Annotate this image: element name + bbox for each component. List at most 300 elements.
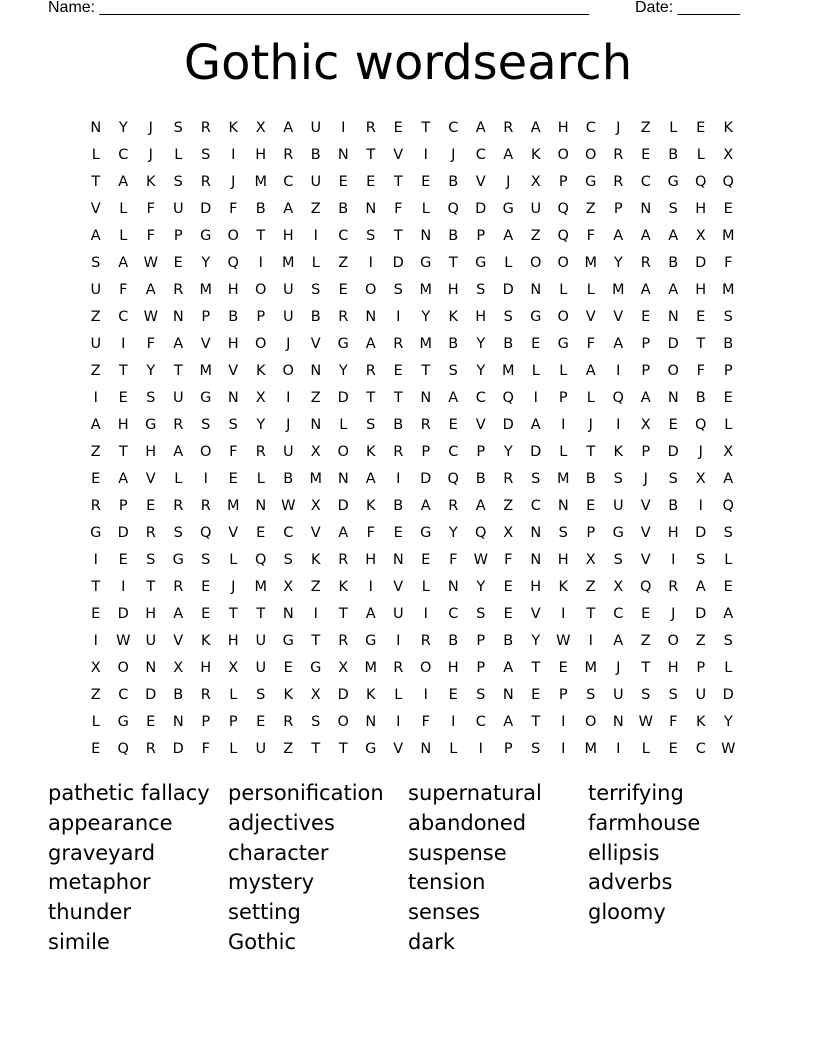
grid-letter: G (310, 659, 322, 676)
grid-letter: H (475, 308, 487, 325)
grid-letter: M (199, 362, 212, 379)
grid-letter: I (93, 389, 98, 406)
grid-letter: E (668, 740, 678, 757)
grid-letter: S (173, 119, 183, 136)
word-bank-column (228, 779, 408, 958)
grid-letter: I (561, 740, 566, 757)
grid-letter: S (723, 308, 733, 325)
grid-letter: O (585, 146, 597, 163)
grid-letter: F (201, 740, 210, 757)
grid-letter: S (613, 551, 623, 568)
word-bank-item: abandoned (408, 810, 527, 835)
grid-letter: J (616, 119, 621, 136)
grid-letter: E (531, 335, 541, 352)
grid-letter: I (616, 362, 621, 379)
grid-letter: Y (476, 578, 486, 595)
grid-letter: A (283, 200, 294, 217)
grid-letter: E (393, 362, 403, 379)
grid-letter: R (173, 578, 184, 595)
grid-letter: D (337, 497, 349, 514)
grid-letter: D (502, 416, 514, 433)
grid-letter: X (503, 524, 514, 541)
grid-letter: B (448, 227, 459, 244)
grid-letter: X (228, 659, 239, 676)
grid-letter: C (118, 146, 129, 163)
grid-letter: B (585, 470, 596, 487)
grid-letter: R (200, 686, 211, 703)
grid-letter: J (231, 578, 236, 595)
grid-letter: M (254, 173, 267, 190)
grid-letter: N (530, 551, 542, 568)
grid-letter: C (475, 146, 486, 163)
grid-letter: T (118, 443, 128, 460)
grid-letter: G (145, 416, 157, 433)
grid-letter: G (475, 254, 487, 271)
grid-letter: A (723, 605, 734, 622)
grid-letter: O (585, 713, 597, 730)
grid-letter: N (667, 389, 679, 406)
grid-letter: U (310, 119, 322, 136)
grid-letter: G (200, 389, 212, 406)
grid-letter: M (419, 335, 432, 352)
grid-letter: N (420, 740, 432, 757)
grid-letter: U (310, 173, 322, 190)
grid-letter: C (448, 443, 459, 460)
grid-letter: D (337, 389, 349, 406)
grid-letter: H (447, 659, 459, 676)
grid-letter: D (695, 605, 707, 622)
grid-letter: I (258, 254, 263, 271)
grid-row (82, 600, 742, 627)
grid-letter: E (146, 713, 156, 730)
grid-letter: X (255, 389, 266, 406)
grid-letter: A (640, 389, 651, 406)
grid-letter: P (586, 524, 596, 541)
grid-letter: M (556, 470, 570, 487)
grid-letter: A (503, 227, 514, 244)
grid-letter: T (311, 632, 321, 649)
grid-letter: E (283, 659, 293, 676)
grid-letter: L (724, 551, 733, 568)
grid-letter: Y (531, 632, 541, 649)
grid-letter: Y (201, 254, 211, 271)
grid-letter: O (282, 362, 294, 379)
grid-letter: Q (227, 254, 239, 271)
grid-letter: Q (722, 497, 734, 514)
grid-letter: G (365, 740, 377, 757)
grid-letter: Z (640, 632, 651, 649)
grid-letter: B (255, 200, 266, 217)
name-blank: _______________________________________________________ (99, 0, 589, 16)
grid-letter: F (586, 335, 595, 352)
grid-letter: I (368, 578, 373, 595)
grid-letter: G (530, 308, 542, 325)
page-title: Gothic wordsearch (183, 35, 633, 91)
grid-letter: E (641, 605, 651, 622)
grid-letter: F (394, 200, 403, 217)
grid-letter: M (584, 659, 597, 676)
grid-letter: K (365, 497, 376, 514)
grid-letter: I (423, 686, 428, 703)
grid-letter: A (365, 335, 376, 352)
grid-letter: D (667, 443, 679, 460)
word-bank-item: personification (228, 781, 384, 805)
grid-letter: C (640, 173, 651, 190)
grid-row (82, 276, 742, 303)
grid-letter: X (585, 551, 596, 568)
grid-letter: M (364, 659, 377, 676)
grid-letter: P (613, 200, 623, 217)
grid-letter: G (420, 524, 432, 541)
grid-letter: Y (503, 443, 513, 460)
grid-letter: Y (723, 713, 733, 730)
word-bank-item: metaphor (48, 870, 151, 895)
grid-letter: C (475, 389, 486, 406)
grid-letter: E (448, 686, 458, 703)
grid-letter: L (229, 740, 238, 757)
grid-letter: Z (90, 443, 101, 460)
grid-letter: C (283, 173, 294, 190)
grid-letter: T (641, 659, 651, 676)
grid-letter: N (502, 686, 514, 703)
grid-letter: X (310, 497, 321, 514)
grid-letter: A (613, 632, 624, 649)
grid-letter: E (366, 173, 376, 190)
grid-letter: G (365, 632, 377, 649)
grid-letter: B (448, 173, 459, 190)
grid-letter: M (501, 362, 515, 379)
grid-letter: R (173, 497, 184, 514)
grid-letter: V (393, 146, 404, 163)
grid-letter: B (310, 146, 321, 163)
grid-letter: L (91, 146, 100, 163)
grid-letter: R (393, 443, 404, 460)
grid-letter: F (421, 713, 430, 730)
grid-letter: E (558, 659, 568, 676)
grid-letter: S (366, 227, 376, 244)
grid-letter: A (503, 146, 514, 163)
grid-letter: I (451, 713, 456, 730)
grid-letter: H (227, 281, 239, 298)
grid-letter: E (503, 578, 513, 595)
grid-letter: N (310, 362, 322, 379)
grid-letter: B (668, 254, 679, 271)
grid-letter: H (667, 524, 679, 541)
grid-letter: E (696, 308, 706, 325)
grid-letter: E (256, 524, 266, 541)
grid-letter: Q (640, 578, 652, 595)
grid-letter: S (228, 416, 238, 433)
grid-letter: E (641, 146, 651, 163)
grid-letter: S (558, 524, 568, 541)
grid-letter: A (118, 254, 129, 271)
grid-letter: N (145, 659, 157, 676)
grid-letter: Z (283, 740, 294, 757)
grid-row (82, 654, 742, 681)
grid-letter: J (643, 470, 648, 487)
grid-letter: E (91, 740, 101, 757)
grid-letter: B (695, 389, 706, 406)
grid-letter: K (145, 173, 156, 190)
grid-letter: J (451, 146, 456, 163)
grid-letter: H (282, 227, 294, 244)
grid-letter: U (282, 281, 294, 298)
grid-letter: L (559, 443, 568, 460)
grid-letter: J (286, 416, 291, 433)
grid-letter: J (616, 659, 621, 676)
grid-letter: X (613, 578, 624, 595)
grid-letter: H (530, 578, 542, 595)
grid-letter: R (338, 551, 349, 568)
grid-row (82, 708, 742, 735)
grid-letter: M (226, 497, 240, 514)
grid-letter: A (640, 281, 651, 298)
grid-letter: C (448, 605, 459, 622)
grid-letter: S (668, 470, 678, 487)
grid-letter: U (255, 659, 267, 676)
grid-letter: O (530, 254, 542, 271)
grid-letter: T (91, 578, 101, 595)
grid-letter: H (117, 416, 129, 433)
grid-letter: L (174, 470, 183, 487)
grid-letter: I (561, 605, 566, 622)
grid-letter: H (447, 281, 459, 298)
grid-letter: Q (695, 173, 707, 190)
grid-letter: Q (117, 740, 129, 757)
grid-letter: Q (447, 470, 459, 487)
grid-row (82, 330, 742, 357)
grid-letter: E (723, 389, 733, 406)
grid-letter: P (476, 227, 486, 244)
grid-letter: F (504, 551, 513, 568)
grid-letter: Y (476, 335, 486, 352)
word-bank-column (408, 779, 588, 958)
word-bank-item: appearance (48, 810, 173, 835)
grid-letter: N (447, 578, 459, 595)
grid-letter: L (696, 146, 705, 163)
grid-letter: I (121, 335, 126, 352)
grid-letter: R (145, 524, 156, 541)
word-bank-item: gloomy (588, 900, 666, 925)
grid-letter: Z (503, 497, 514, 514)
grid-letter: A (475, 497, 486, 514)
grid-letter: V (310, 524, 321, 541)
grid-letter: Q (200, 524, 212, 541)
grid-letter: R (200, 497, 211, 514)
grid-letter: R (90, 497, 101, 514)
grid-letter: B (668, 146, 679, 163)
grid-letter: E (723, 578, 733, 595)
grid-letter: I (231, 146, 236, 163)
grid-row (82, 465, 742, 492)
grid-letter: P (558, 173, 568, 190)
grid-letter: E (586, 497, 596, 514)
grid-letter: D (200, 200, 212, 217)
grid-letter: B (393, 497, 404, 514)
grid-letter: A (503, 659, 514, 676)
grid-letter: S (311, 281, 321, 298)
grid-letter: K (228, 119, 238, 136)
grid-row (82, 168, 742, 195)
grid-letter: K (338, 578, 348, 595)
word-bank-item: ellipsis (588, 840, 660, 865)
grid-letter: V (200, 335, 211, 352)
grid-letter: X (695, 227, 706, 244)
word-bank-item: suspense (408, 840, 507, 865)
grid-letter: I (396, 470, 401, 487)
grid-letter: P (201, 713, 211, 730)
grid-letter: U (695, 686, 707, 703)
grid-letter: Z (90, 362, 101, 379)
grid-letter: T (586, 605, 596, 622)
grid-letter: O (557, 146, 569, 163)
word-bank-item: senses (408, 900, 480, 925)
grid-letter: D (530, 443, 542, 460)
grid-letter: A (283, 119, 294, 136)
grid-letter: I (396, 632, 401, 649)
grid-letter: E (421, 551, 431, 568)
grid-row (82, 519, 742, 546)
grid-letter: L (174, 146, 183, 163)
grid-letter: P (476, 443, 486, 460)
grid-letter: Z (90, 686, 101, 703)
grid-letter: J (231, 173, 236, 190)
grid-letter: A (585, 362, 596, 379)
grid-letter: I (121, 578, 126, 595)
grid-letter: N (310, 416, 322, 433)
grid-letter: G (585, 173, 597, 190)
grid-letter: M (721, 281, 735, 298)
grid-letter: N (172, 713, 184, 730)
grid-row (82, 627, 742, 654)
grid-letter: I (423, 605, 428, 622)
grid-row (82, 411, 742, 438)
grid-letter: X (338, 659, 349, 676)
grid-letter: E (668, 416, 678, 433)
grid-letter: Y (448, 524, 458, 541)
grid-letter: F (229, 200, 238, 217)
grid-row (82, 735, 742, 762)
grid-letter: N (255, 497, 267, 514)
grid-letter: U (530, 200, 542, 217)
grid-letter: L (586, 389, 595, 406)
grid-letter: I (396, 713, 401, 730)
grid-letter: O (117, 659, 129, 676)
grid-letter: H (365, 551, 377, 568)
grid-letter: U (255, 632, 267, 649)
grid-letter: P (723, 362, 733, 379)
grid-letter: Q (612, 389, 624, 406)
grid-letter: R (338, 308, 349, 325)
grid-letter: O (255, 335, 267, 352)
grid-letter: K (695, 713, 706, 730)
grid-letter: R (145, 740, 156, 757)
grid-letter: F (146, 200, 155, 217)
grid-letter: L (119, 200, 128, 217)
grid-letter: C (283, 524, 294, 541)
grid-letter: B (723, 335, 734, 352)
grid-letter: M (281, 254, 295, 271)
grid-letter: S (476, 281, 486, 298)
grid-letter: I (313, 227, 318, 244)
grid-letter: Z (585, 578, 596, 595)
grid-letter: T (256, 605, 266, 622)
word-bank-column (588, 779, 768, 958)
grid-letter: C (475, 713, 486, 730)
grid-letter: A (145, 281, 156, 298)
date-blank: _______ (677, 0, 740, 16)
grid-letter: P (641, 335, 651, 352)
grid-letter: R (393, 659, 404, 676)
grid-letter: N (420, 389, 432, 406)
grid-letter: N (557, 497, 569, 514)
grid-letter: L (669, 119, 678, 136)
grid-letter: T (338, 605, 348, 622)
grid-letter: H (227, 335, 239, 352)
grid-letter: S (201, 416, 211, 433)
grid-letter: U (145, 632, 157, 649)
grid-letter: S (641, 686, 651, 703)
grid-row (82, 681, 742, 708)
grid-letter: V (173, 632, 184, 649)
grid-letter: B (448, 335, 459, 352)
grid-letter: W (638, 713, 653, 730)
date-label: Date: (635, 0, 674, 16)
grid-letter: U (282, 308, 294, 325)
grid-letter: Z (310, 389, 321, 406)
grid-letter: I (561, 713, 566, 730)
grid-letter: L (229, 686, 238, 703)
grid-letter: G (200, 227, 212, 244)
grid-letter: I (423, 146, 428, 163)
grid-letter: S (586, 686, 596, 703)
grid-letter: L (449, 740, 458, 757)
grid-letter: K (530, 146, 541, 163)
grid-letter: H (145, 443, 157, 460)
grid-letter: P (201, 308, 211, 325)
grid-letter: X (283, 578, 294, 595)
grid-letter: R (503, 470, 514, 487)
grid-letter: S (393, 281, 403, 298)
grid-letter: S (201, 551, 211, 568)
grid-letter: E (228, 470, 238, 487)
grid-letter: A (530, 119, 541, 136)
grid-letter: A (365, 470, 376, 487)
grid-letter: I (341, 119, 346, 136)
grid-letter: G (337, 335, 349, 352)
grid-letter: Q (255, 551, 267, 568)
grid-letter: J (698, 443, 703, 460)
grid-letter: R (393, 335, 404, 352)
grid-letter: Y (338, 362, 348, 379)
grid-letter: V (393, 740, 404, 757)
grid-letter: O (227, 227, 239, 244)
grid-letter: T (118, 362, 128, 379)
grid-letter: C (530, 497, 541, 514)
grid-letter: K (310, 551, 321, 568)
grid-letter: F (696, 362, 705, 379)
grid-letter: T (173, 362, 183, 379)
grid-letter: S (668, 686, 678, 703)
grid-letter: L (229, 551, 238, 568)
grid-letter: C (118, 308, 129, 325)
grid-letter: T (696, 335, 706, 352)
grid-letter: X (310, 443, 321, 460)
grid-letter: S (283, 551, 293, 568)
grid-letter: D (475, 200, 487, 217)
grid-letter: M (584, 740, 597, 757)
grid-letter: D (145, 686, 157, 703)
